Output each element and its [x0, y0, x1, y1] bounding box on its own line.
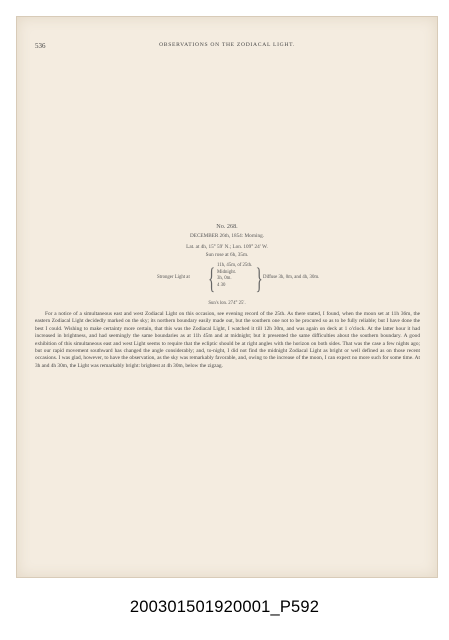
observation-time: 11h, 45m, of 25th.	[217, 263, 253, 268]
right-brace: {	[255, 262, 263, 295]
diffuse-note: Diffuse 3h, 0m, and 4h, 30m.	[263, 275, 320, 280]
scan-id-caption: 200301501920001_P592	[129, 598, 320, 616]
entry-number: No. 268.	[216, 223, 238, 230]
latitude-longitude: Lat. at 4h, 15° 59′ N.; Lon. 109° 24′ W.	[186, 244, 268, 250]
left-brace: {	[208, 262, 216, 295]
observation-label: Stronger Light at	[157, 275, 190, 280]
observation-time: 4 30	[217, 282, 226, 288]
body-paragraph: For a notice of a simultaneous east and west Zodiacal Light on this occasion, see evening record of the 25th. As there stated, I found, when the moon set at 11h 36m, the eastern Zodiacal Light decidedly marked on the sky; its northern boundary easily made out, but the southern one not to be procured so as to be fully reliable; but I have done the best I could. Wishing to make certainty more certain, that this was the Zodiacal Light, I watched it till 12h 30m, and was again on deck at 1 o'clock. At the latter hour it had increased in brightness, and had seemingly the same boundaries as at 11h 45m and at midnight; but it presented the same difficulties about the southern boundary. A good exhibition of this simultaneous east and west Light seems to require that the ecliptic should be at right angles with the horizon on both sides. That was the case a few nights ago; but our rapid movement southward has changed the angle considerably; and, to-night, I did not find the midnight Zodiacal Light as bright or well defined as on those recent occasions. I was glad, however, to have the observation, as the sky was remarkably favorable, and, owing to the increase of the moon, I can expect no more such for some time. At 3h and 4h 30m, the Light was remarkably bright: brightest at 4h 30m, below the zigzag.	[35, 311, 420, 369]
observation-time: 3h, 0m.	[217, 276, 232, 282]
observation-time: Midnight.	[217, 269, 237, 275]
suns-longitude: Sun's lon. 274° 25′.	[208, 301, 246, 306]
sunrise-time: Sun rose at 6h, 35m.	[205, 252, 249, 258]
running-head: OBSERVATIONS ON THE ZODIACAL LIGHT.	[159, 42, 295, 48]
page-number: 536	[35, 42, 46, 50]
scanned-page	[16, 16, 438, 578]
observation-times	[217, 263, 252, 289]
observation-block	[157, 262, 357, 298]
entry-date: DECEMBER 26th, 1854: Morning.	[190, 233, 264, 239]
